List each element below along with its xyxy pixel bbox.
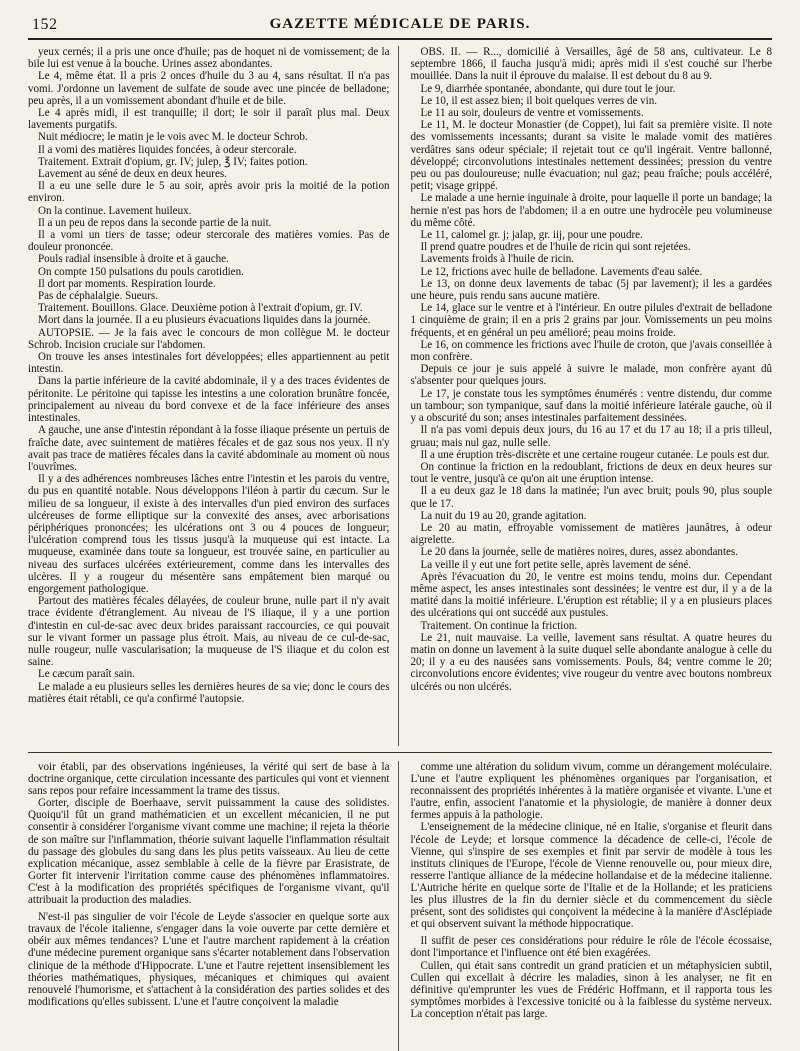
paragraph: On compte 150 pulsations du pouls carotidien.: [38, 265, 244, 278]
paragraph: Partout des matières fécales délayées, de couleur brune, nulle part il n'y avait trace évidente d'étranglement. Au niveau de l'S iliaque, il y a une portion d'intestin en cul-de-sac avec deux brides paraissant raccourcies, ce qui pouvait sur le vivant former un passage plus étroit. Mais, au niveau de ce cul-de-sac, nulle rougeur, nulle vascularisation; la muqueuse de l'S iliaque et du colon est saine.: [28, 595, 390, 669]
paragraph: Après l'évacuation du 20, le ventre est moins tendu, moins dur. Cependant même aspect, les anses intestinales sont dessinées; le ventre est dur, il y a de la matité dans la moitié inférieure. L'éruption est rétablie; il y a en plusieurs places des ulcérations qui ont succédé aux pustules.: [410, 570, 772, 620]
paragraph: Le 14, glace sur le ventre et à l'intérieur. En outre pilules d'extrait de belladone 1 cinquième de grain; il en a pris 2 grains par jour. Vomissements un peu moins fréquents, et en général un peu amélioré; peau moins froide.: [410, 302, 772, 339]
paragraph: Dans la partie inférieure de la cavité abdominale, il y a des traces évidentes de péritonite. Le péritoine qui tapisse les intestins a une coloration brunâtre foncée, principalement au niveau du bord convexe et de la face inférieure des anses intestinales.: [28, 375, 390, 425]
paragraph: Depuis ce jour je suis appelé à suivre le malade, mon confrère ayant dû s'absenter pour quelques jours.: [410, 363, 772, 388]
paragraph: yeux cernés; il a pris une once d'huile; pas de hoquet ni de vomissement; de la bile lui est venue à la bouche. Urines assez abondantes.: [28, 46, 390, 71]
paragraph: A gauche, une anse d'intestin répondant à la fosse iliaque présente un pertuis de fraîche date, avec suintement de matières fécales et de gaz sous nos yeux. Il n'y avait pas trace de matières fécales dans la cavité abdominale au moment où nous l'ouvrîmes.: [28, 424, 390, 473]
paragraph: Nuit médiocre; le matin je le vois avec M. le docteur Schrob.: [38, 131, 308, 144]
paragraph: Le malade a une hernie inguinale à droite, pour laquelle il porte un bandage; la hernie n'est pas hors de l'abdomen; il a en outre une hydrocèle peu volumineuse du même côté.: [410, 192, 772, 229]
paragraph: voir établi, par des observations ingénieuses, la vérité qui sert de base à la doctrine organique, cette circulation incessante des particules qui vont et viennent sans repos pour refaire incessamment la trame des tissus.: [28, 761, 390, 798]
paragraph: Le 9, diarrhée spontanée, abondante, qui dure tout le jour.: [420, 82, 676, 95]
paragraph: Le 11, M. le docteur Monastier (de Coppet), lui fait sa première visite. Il note des vomissements incessants; durant sa visite le malade vomit des matières verdâtres sans odeur spéciale; il rejetait tout ce qu'il ingérait. Ventre ballonné, développé; circonvolutions intestinales nettement dessinées; pression du ventre peu ou pas douloureuse; nulle évacuation; nul gaz; peau fraîche; pouls accéléré, petit; visage grippé.: [410, 119, 772, 193]
paragraph: Traitement. Extrait d'opium, gr. IV; julep, ℥ IV; faites potion.: [38, 155, 308, 168]
section-divider: [28, 752, 772, 753]
paragraph: Le 20 dans la journée, selle de matières noires, dures, assez abondantes.: [420, 546, 738, 559]
paragraph: Le 4, même état. Il a pris 2 onces d'huile du 3 au 4, sans résultat. Il n'a pas vomi. J'ordonne un lavement de sulfate de soude avec une pincée de belladone; peu après, il a un vomissement abondant d'huile et de bile.: [28, 70, 390, 107]
paragraph: Lavements froids à l'huile de ricin.: [420, 253, 575, 266]
paragraph: Le cæcum paraît sain.: [38, 668, 135, 681]
paragraph: Le 11 au soir, douleurs de ventre et vomissements.: [420, 107, 644, 120]
paragraph: Il a eu deux gaz le 18 dans la matinée; l'un avec bruit; pouls 90, plus souple que le 17.: [410, 485, 772, 510]
paragraph: Cullen, qui était sans contredit un grand praticien et un métaphysicien subtil, Cullen qui excellait à décrire les maladies, sinon à les analyser, ne fit en définitive qu'emprunter les vues de Frédéric Hoffmann, et il rapporta tous les symptômes morbides à l'excessive tonicité ou à la faiblesse du système nerveux. La conception n'était pas large.: [410, 959, 772, 1020]
paragraph: N'est-il pas singulier de voir l'école de Leyde s'associer en quelque sorte aux travaux de l'école italienne, s'engager dans la voie ouverte par cette dernière et obéir aux mêmes tendances? L'une et l'autre marchent rapidement à la création d'une médecine purement organique sans s'écarter notablement dans l'observation clinique de la méthode d'Hippocrate. L'une et l'autre rejettent insensiblement les théories mathématiques, physiques, mécaniques et chimiques qui avaient renouvelé l'humorisme, et s'attachent à la considération des parties solides et des modifications qu'elles subissent. L'une et l'autre conçoivent la maladie: [28, 911, 390, 1008]
paragraph: Il n'a pas vomi depuis deux jours, du 16 au 17 et du 17 au 18; il a pris tilleul, gruau; mais nul gaz, nulle selle.: [410, 424, 772, 449]
paragraph: Le 12, frictions avec huile de belladone. Lavements d'eau salée.: [420, 265, 703, 278]
paragraph: Il prend quatre poudres et de l'huile de ricin qui sont rejetées.: [420, 241, 691, 254]
paragraph: comme une altération du solidum vivum, comme un dérangement moléculaire. L'une et l'autre expliquent les phénomènes organiques par l'organisation, et reconnaissent des propriétés inhérentes à la matière organisée et vivante. L'une et l'autre, enfin, associent l'anatomie et la physiologie, de manière à donner deux fermes appuis à la pathologie.: [410, 761, 772, 822]
paragraph: On trouve les anses intestinales fort développées; elles appartiennent au petit intestin.: [28, 351, 390, 376]
paragraph: Pouls radial insensible à droite et à gauche.: [38, 253, 229, 266]
paragraph: OBS. II. — R..., domicilié à Versailles, âgé de 58 ans, cultivateur. Le 8 septembre 1866, il faucha jusqu'à midi; après midi il s'est couché sur l'herbe mouillée. Dans la nuit il éprouve du malaise. Il est debout du 8 au 9.: [410, 46, 772, 83]
paragraph: Mort dans la journée. Il a eu plusieurs évacuations liquides dans la journée.: [38, 314, 371, 327]
journal-title: GAZETTE MÉDICALE DE PARIS.: [269, 16, 531, 32]
lower-right-column: [409, 761, 773, 1051]
paragraph: La nuit du 19 au 20, grande agitation.: [420, 509, 587, 522]
paragraph: Le 10, il est assez bien; il boit quelques verres de vin.: [420, 94, 658, 107]
paragraph: Traitement. Bouillons. Glace. Deuxième potion à l'extrait d'opium, gr. IV.: [38, 302, 363, 315]
paragraph: Pas de céphalalgie. Sueurs.: [38, 290, 158, 303]
paragraph: Gorter, disciple de Boerhaave, servit puissamment la cause des solidistes. Quoiqu'il fût un grand mathématicien et un excellent mécanicien, il ne put consentir à considérer l'organisme vivant comme une machine; il rejeta la théorie de son maître sur l'inflammation, théorie suivant laquelle l'inflammation résultait du passage des globules du sang dans les plus petits vaisseaux. Au lieu de cette explication mécanique, assez semblable à celle de la fièvre par Erasistrate, de Gorter fit intervenir l'irritation comme cause des phénomènes inflammatoires. C'est à la modification des propriétés spécifiques de l'organisme vivant, qu'il attribuait la production des maladies.: [28, 797, 390, 907]
paragraph: L'enseignement de la médecine clinique, né en Italie, s'organise et fleurit dans l'école de Leyde; et lorsque commence la décadence de celle-ci, l'école de Vienne, qui s'inspire de ses exemples et finit par servir de modèle à tous les instituts cliniques de l'Europe, l'école de Vienne renouvelle ou, pour mieux dire, resserre l'antique alliance de la médecine hollandaise et de la médecine italienne. L'Autriche hérite en quelque sorte de l'Italie et de la Hollande; et les praticiens les plus illustres de la fin du dernier siècle et du commencement du siècle présent, sont des solidistes qui conçoivent la médecine à la manière d'Asclépiade et qui observent suivant la méthode hippocratique.: [410, 821, 772, 931]
paragraph: Il a vomi un tiers de tasse; odeur stercorale des matières vomies. Pas de douleur prononcée.: [28, 229, 390, 254]
paragraph: La veille il y eut une fort petite selle, après lavement de séné.: [420, 558, 692, 571]
paragraph: Il suffit de peser ces considérations pour réduire le rôle de l'école écossaise, dont l'importance et l'influence ont été bien exagérées.: [410, 935, 772, 960]
paragraph: Le 16, on commence les frictions avec l'huile de croton, que j'avais conseillée à mon confrère.: [410, 338, 772, 364]
lower-section: [28, 761, 772, 1051]
paragraph: Le 13, on donne deux lavements de tabac (5j par lavement); il les a gardées une heure, puis rendu sans aucune matière.: [410, 277, 772, 303]
paragraph: Le 20 au matin, effroyable vomissement de matières jaunâtres, à odeur aigrelette.: [410, 521, 772, 547]
paragraph: Le 11, calomel gr. j; jalap, gr. iij, pour une poudre.: [420, 229, 643, 242]
page-number: 152: [32, 16, 58, 33]
paragraph: Le 21, nuit mauvaise. La veille, lavement sans résultat. A quatre heures du matin on donne un lavement à la suite duquel selle abondante analogue à celle du 20; il y a eu des nausées sans vomissements. Pouls, 84; ventre comme le 20; circonvolutions encore évidentes; vive rougeur du ventre avec boutons nombreux ulcérés ou non ulcérés.: [410, 631, 772, 693]
paragraph: On la continue. Lavement huileux.: [38, 204, 192, 217]
upper-section: [28, 46, 772, 746]
paragraph: Traitement. On continue la friction.: [420, 619, 578, 632]
paragraph: Il a vomi des matières liquides foncées, à odeur stercorale.: [38, 143, 297, 156]
paragraph: Il a eu une selle dure le 5 au soir, après avoir pris la moitié de la potion environ.: [28, 180, 390, 205]
paragraph: Le 17, je constate tous les symptômes énumérés : ventre distendu, dur comme un tambour; son tympanique, sauf dans la moitié inférieure latérale gauche, où il y a obscurité du son; anses intestinales parfaitement dessinées.: [410, 387, 772, 425]
lower-left-column: [28, 761, 399, 1051]
paragraph: Le 4 après midi, il est tranquille; il dort; le soir il paraît plus mal. Deux lavements purgatifs.: [28, 107, 390, 132]
upper-right-column: [409, 46, 773, 746]
paragraph: Le malade a eu plusieurs selles les dernières heures de sa vie; donc le cours des matières était rétabli, ce qu'a confirmé l'autopsie.: [28, 680, 390, 705]
upper-left-column: [28, 46, 399, 746]
paragraph: Il a un peu de repos dans la seconde partie de la nuit.: [38, 216, 272, 229]
paragraph: On continue la friction en la redoublant, frictions de deux en deux heures sur tout le ventre, jusqu'à ce qu'on ait une éruption intense.: [410, 460, 772, 486]
paragraph: Il dort par moments. Respiration lourde.: [38, 277, 216, 290]
page-header: [28, 12, 772, 40]
paragraph: Il y a des adhérences nombreuses lâches entre l'intestin et les parois du ventre, du pus en quantité notable. Nous développons l'iléon à partir du cæcum. Sur le milieu de sa longueur, il existe à des intervalles d'un pied environ des surfaces ulcéreuses de forme elliptique sur la convexité des anses, avec arborisations périphériques prononcées; les ulcérations ont 3 ou 4 pouces de longueur; l'ulcération comprend tous les tissus jusqu'à la muqueuse qui est intacte. La muqueuse, examinée dans toute sa longueur, est trouvée saine, en particulier au niveau des surfaces ulcérées extérieurement, comme dans les intervalles des ulcères. Il y a rougeur du mésentère sans empâtement bien marqué ou engorgement pathologique.: [28, 473, 390, 595]
paragraph: Lavement au séné de deux en deux heures.: [38, 168, 227, 181]
paragraph: Il a une éruption très-discrète et une certaine rougeur cutanée. Le pouls est dur.: [420, 448, 770, 461]
paragraph: AUTOPSIE. — Je la fais avec le concours de mon collègue M. le docteur Schrob. Incision cruciale sur l'abdomen.: [28, 326, 390, 351]
